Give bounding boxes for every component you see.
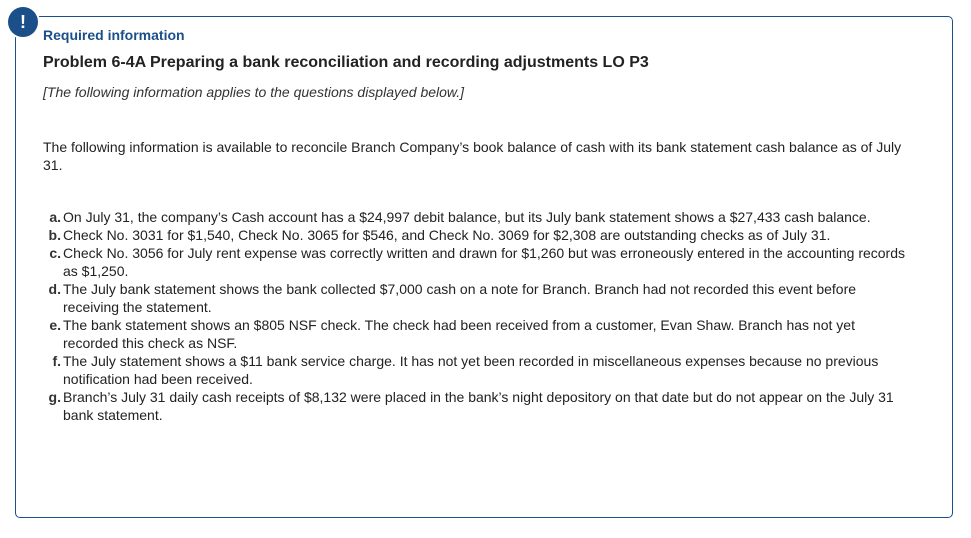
list-item-letter: f. [52, 353, 61, 369]
problem-title: Problem 6-4A Preparing a bank reconciliation and recording adjustments LO P3 [43, 54, 649, 71]
alert-icon: ! [8, 7, 38, 37]
list-item-letter: d. [48, 281, 61, 297]
list-item-c [43, 244, 913, 280]
list-item-text: Check No. 3056 for July rent expense was correctly written and drawn for $1,260 but was erroneously entered in the accounting records as $1,250. [63, 245, 906, 279]
list-item-a [43, 208, 913, 226]
list-item-letter: c. [49, 245, 61, 261]
list-item-text: Check No. 3031 for $1,540, Check No. 3065 for $546, and Check No. 3069 for $2,308 are outstanding checks as of July 31. [63, 227, 831, 243]
list-item-letter: e. [49, 317, 61, 333]
list-item-g [43, 388, 913, 424]
list-item-text: The bank statement shows an $805 NSF check. The check had been received from a customer, Evan Shaw. Branch has not yet recorded this check as NSF. [63, 317, 855, 351]
list-item-e [43, 316, 913, 352]
list-item-letter: g. [48, 389, 61, 405]
list-item-text: Branch’s July 31 daily cash receipts of $8,132 were placed in the bank’s night depository on that date but do not appear on the July 31 bank statement. [63, 389, 894, 423]
list-item-letter: b. [48, 227, 61, 243]
list-item-text: On July 31, the company’s Cash account has a $24,997 debit balance, but its July bank statement shows a $27,433 cash balance. [63, 209, 871, 225]
list-item-letter: a. [49, 209, 61, 225]
applies-note: [The following information applies to the questions displayed below.] [43, 84, 465, 100]
information-list [43, 208, 913, 424]
intro-paragraph: The following information is available to reconcile Branch Company’s book balance of cash with its bank statement cash balance as of July 31. [43, 139, 902, 173]
list-item-text: The July bank statement shows the bank collected $7,000 cash on a note for Branch. Branch had not recorded this event before receiving the statement. [63, 281, 857, 315]
list-item-d [43, 280, 913, 316]
list-item-text: The July statement shows a $11 bank service charge. It has not yet been recorded in miscellaneous expenses because no previous notification had been received. [63, 353, 879, 387]
list-item-b [43, 226, 913, 244]
list-item-f [43, 352, 913, 388]
required-information-heading: Required information [43, 27, 185, 43]
